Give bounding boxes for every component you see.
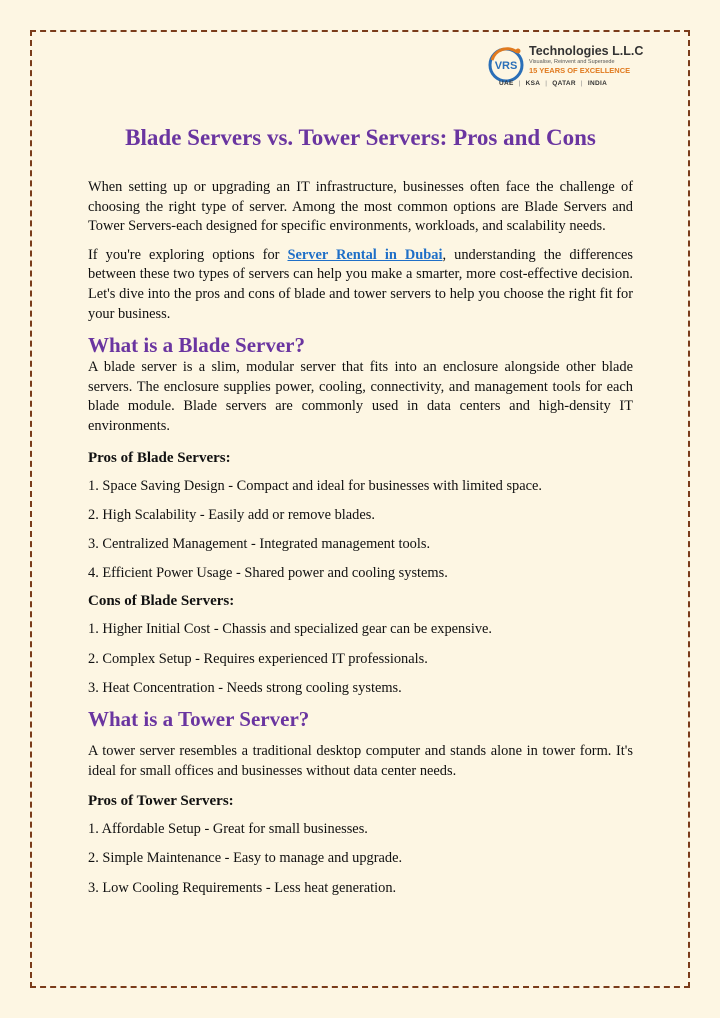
tower-description: A tower server resembles a traditional desktop computer and stands alone in tower form. It's ideal for small offices and businesses without data center needs. xyxy=(88,743,633,779)
svg-text:VRS: VRS xyxy=(494,60,518,72)
intro-paragraph-2: If you're exploring options for Server Rental in Dubai, understanding the differences between these two types of servers can help you make a smarter, more cost-effective decision. Let's dive into the pros and cons of blade and tower servers to help you choose the right fit for your business. xyxy=(88,246,633,322)
tower-pros-heading: Pros of Tower Servers: xyxy=(88,793,234,810)
blade-heading: What is a Blade Server? xyxy=(88,333,305,358)
logo-regions: UAE | KSA | QATAR | INDIA xyxy=(499,80,608,87)
list-item: 2. Simple Maintenance - Easy to manage and upgrade. xyxy=(88,850,403,867)
list-item: 3. Centralized Management - Integrated management tools. xyxy=(88,535,431,552)
logo-company-name: Technologies L.L.C xyxy=(529,44,644,58)
list-item: 1. Higher Initial Cost - Chassis and specialized gear can be expensive. xyxy=(88,621,493,638)
document-body xyxy=(88,120,633,898)
blade-description: A blade server is a slim, modular server that fits into an enclosure alongside other blade servers. The enclosure supplies power, cooling, connectivity, and management tools for each blade module. Blade servers are commonly used in data centers and high-density IT environments. xyxy=(88,359,633,434)
list-item: 2. Complex Setup - Requires experienced IT professionals. xyxy=(88,650,428,667)
logo-tagline: Visualise, Reinvent and Supersede xyxy=(529,59,615,65)
company-logo xyxy=(487,44,647,94)
vrs-logo-icon xyxy=(487,46,525,84)
intro-paragraph: When setting up or upgrading an IT infrastructure, businesses often face the challenge of choosing the right type of server. Among the most common options are Blade Servers and Tower Servers-each designed for specific environments, workloads, and scalability needs. xyxy=(88,179,633,235)
blade-pros-heading: Pros of Blade Servers: xyxy=(88,449,231,466)
document-title: Blade Servers vs. Tower Servers: Pros and Cons xyxy=(125,125,596,150)
list-item: 3. Low Cooling Requirements - Less heat generation. xyxy=(88,879,397,896)
list-item: 3. Heat Concentration - Needs strong cooling systems. xyxy=(88,679,402,696)
list-item: 4. Efficient Power Usage - Shared power and cooling systems. xyxy=(88,564,448,581)
server-rental-link[interactable]: Server Rental in Dubai xyxy=(287,246,443,263)
list-item: 1. Affordable Setup - Great for small businesses. xyxy=(88,821,368,838)
tower-heading: What is a Tower Server? xyxy=(88,707,310,732)
list-item: 2. High Scalability - Easily add or remove blades. xyxy=(88,506,375,523)
blade-cons-heading: Cons of Blade Servers: xyxy=(88,593,235,610)
list-item: 1. Space Saving Design - Compact and ideal for businesses with limited space. xyxy=(88,477,543,494)
logo-years: 15 YEARS OF EXCELLENCE xyxy=(529,66,631,75)
